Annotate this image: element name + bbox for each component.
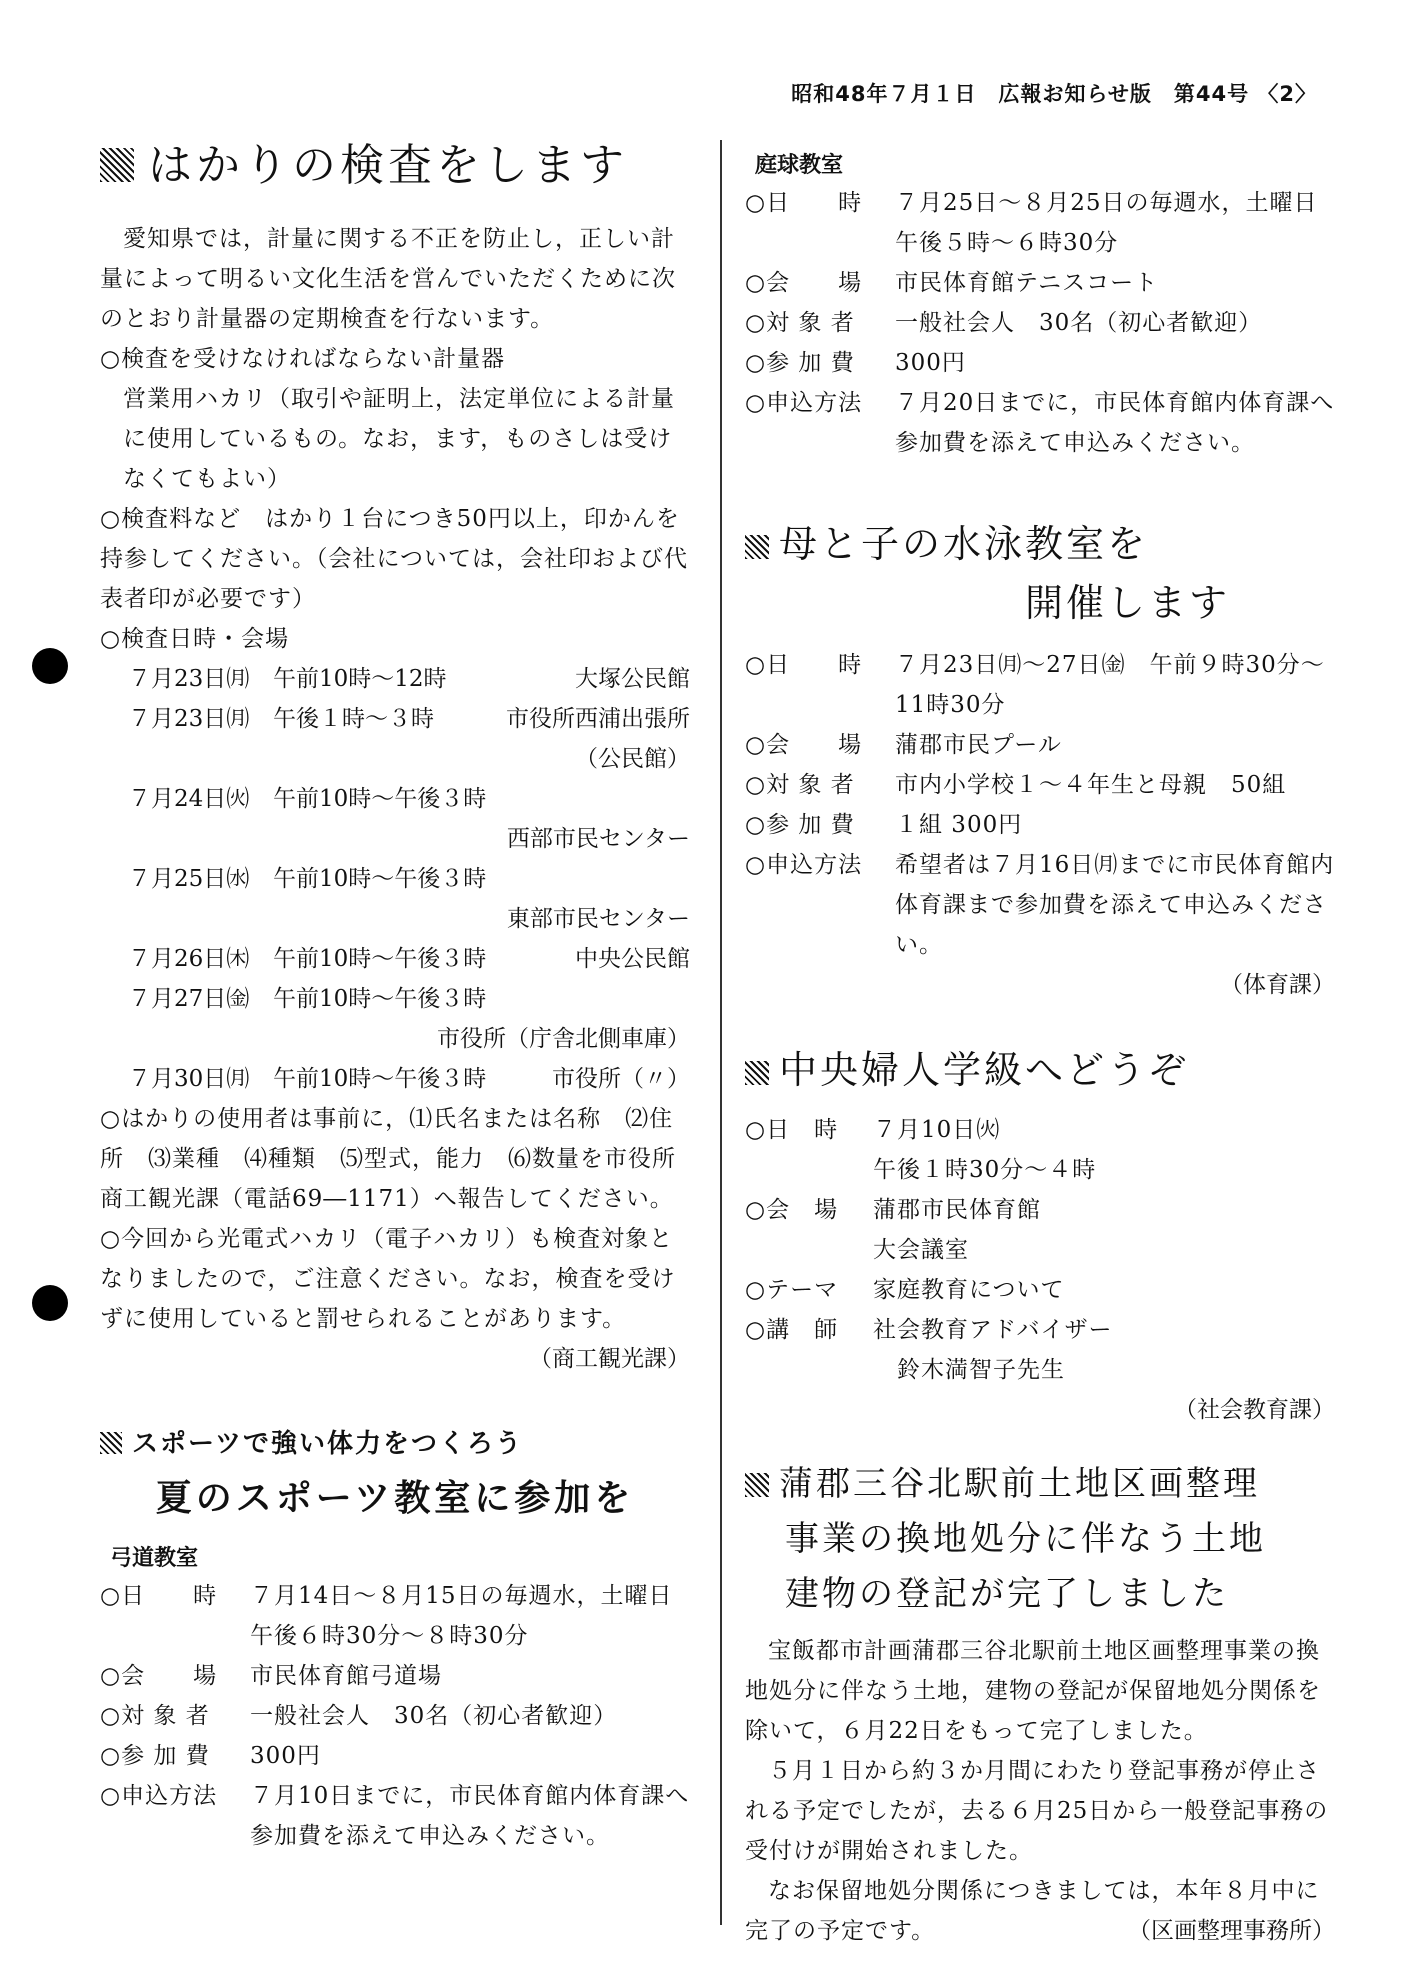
schedule-row [100, 779, 690, 819]
column-divider [720, 140, 722, 1925]
sports-title: 夏のスポーツ教室に参加を [155, 1477, 635, 1519]
schedule-time: 午前10時～12時 [273, 665, 447, 692]
schedule-date: ７月23日㈪ [128, 705, 250, 732]
detail-key: ○対 象 者 [745, 310, 855, 336]
schedule-time: 午前10時～午後３時 [273, 865, 487, 892]
hatch-icon [745, 1061, 769, 1085]
detail-row [100, 1576, 690, 1656]
detail-key: ○会 場 [745, 1197, 839, 1223]
swim-dept: （体育課） [1220, 972, 1335, 998]
schedule-time: 午前10時～午後３時 [273, 785, 487, 812]
sports-subtitle: スポーツで強い体力をつくろう [100, 1423, 690, 1460]
land-title-2: 事業の換地処分に伴なう土地 [785, 1519, 1266, 1559]
detail-key: ○申込方法 [745, 852, 863, 878]
schedule-date: ７月30日㈪ [128, 1065, 250, 1092]
schedule-place-2: 西部市民センター [506, 825, 690, 852]
scale-item1-head: ○検査を受けなければならない計量器 [100, 345, 506, 372]
detail-value: 希望者は７月16日㈪までに市民体育館内体育課まで参加費を添えて申込みください。 [895, 852, 1335, 958]
detail-value: 鈴木満智子先生 [873, 1357, 1065, 1383]
detail-row [100, 1656, 690, 1696]
detail-row [100, 1736, 690, 1776]
tennis-details [745, 183, 1335, 463]
punch-hole-1 [32, 648, 68, 684]
detail-key: ○会 場 [745, 270, 863, 296]
detail-row [745, 1270, 1335, 1310]
schedule-row [100, 979, 690, 1019]
land-title: 蒲郡三谷北駅前土地区画整理 [745, 1456, 1335, 1505]
swim-title-2: 開催します [1025, 581, 1231, 625]
detail-key: ○会 場 [745, 732, 863, 758]
detail-key: ○参 加 費 [745, 350, 855, 376]
detail-value: 300円 [895, 350, 966, 376]
kyudo-details [100, 1576, 690, 1856]
detail-key: ○対 象 者 [745, 772, 855, 798]
kyudo-name: 弓道教室 [110, 1545, 199, 1571]
women-details [745, 1110, 1335, 1390]
tennis-name: 庭球教室 [755, 153, 844, 178]
detail-key: ○申込方法 [100, 1782, 218, 1809]
inspection-schedule [100, 659, 690, 1099]
schedule-place-2: 市役所（庁舎北側車庫） [437, 1025, 690, 1052]
detail-key: ○日 時 [100, 1582, 218, 1609]
detail-value: 蒲郡市民体育館 [873, 1197, 1041, 1223]
detail-row [745, 645, 1335, 725]
detail-value: ７月23日㈪～27日㈮ 午前９時30分～11時30分 [895, 652, 1325, 718]
detail-row [745, 725, 1335, 765]
detail-key: ○申込方法 [745, 390, 863, 416]
detail-key [745, 1350, 873, 1390]
detail-row [100, 1776, 690, 1856]
detail-value: 一般社会人 30名（初心者歓迎） [250, 1702, 618, 1729]
scale-title: はかりの検査をします [100, 140, 690, 193]
schedule-place: 大塚公民館 [575, 665, 690, 692]
detail-row [745, 805, 1335, 845]
schedule-date: ７月26日㈭ [128, 945, 250, 972]
detail-key: ○対 象 者 [100, 1702, 210, 1729]
schedule-date: ７月27日㈮ [128, 985, 250, 1012]
land-title-3: 建物の登記が完了しました [785, 1574, 1229, 1614]
scale-item2: ○検査料など はかり１台につき50円以上，印かんを持参してください。（会社については，会社印および代表者印が必要です） [100, 505, 689, 612]
hatch-icon [100, 148, 134, 182]
detail-value: 市民体育館弓道場 [250, 1662, 442, 1689]
left-column [100, 140, 690, 1856]
detail-value: 一般社会人 30名（初心者歓迎） [895, 310, 1263, 336]
detail-key: ○日 時 [745, 190, 863, 216]
schedule-place-2: （公民館） [575, 745, 690, 772]
detail-row [745, 1190, 1335, 1230]
detail-value: 市内小学校１～４年生と母親 50組 [895, 772, 1287, 798]
schedule-row [100, 659, 690, 699]
detail-value: ７月10日までに，市民体育館内体育課へ参加費を添えて申込みください。 [250, 1782, 690, 1849]
detail-row [745, 303, 1335, 343]
land-p3: なお保留地処分関係につきましては，本年８月中に完了の予定です。 [745, 1878, 1320, 1944]
women-title: 中央婦人学級へどうぞ [745, 1039, 1335, 1094]
schedule-row [100, 1059, 690, 1099]
detail-value: 大会議室 [873, 1237, 969, 1263]
schedule-date: ７月23日㈪ [128, 665, 250, 692]
detail-key: ○参 加 費 [745, 812, 855, 838]
schedule-place: 中央公民館 [575, 945, 690, 972]
schedule-row [100, 699, 690, 739]
land-p1: 宝飯都市計画蒲郡三谷北駅前土地区画整理事業の換地処分に伴なう土地，建物の登記が保留地処分関係を除いて，６月22日をもって完了しました。 [745, 1638, 1321, 1744]
detail-row [745, 1230, 1335, 1270]
schedule-place [488, 859, 690, 899]
detail-row [745, 183, 1335, 263]
scale-item4: ○はかりの使用者は事前に，⑴氏名または名称 ⑵住所 ⑶業種 ⑷種類 ⑸型式，能力 ⑹数量を市役所商工観光課（電話69―1171）へ報告してください。 [100, 1105, 676, 1212]
schedule-date: ７月24日㈫ [128, 785, 250, 812]
detail-key: ○テーマ [745, 1277, 839, 1303]
hatch-icon [100, 1432, 122, 1454]
land-p2: ５月１日から約３か月間にわたり登記事務が停止される予定でしたが，去る６月25日から一般登記事務の受付けが開始されました。 [745, 1758, 1329, 1864]
detail-row [100, 1696, 690, 1736]
schedule-row [100, 859, 690, 899]
detail-value: 蒲郡市民プール [895, 732, 1062, 758]
punch-hole-2 [32, 1285, 68, 1321]
swim-details [745, 645, 1335, 965]
detail-value: 市民体育館テニスコート [895, 270, 1159, 296]
hatch-icon [745, 535, 769, 559]
detail-key: ○会 場 [100, 1662, 218, 1689]
detail-key: ○講 師 [745, 1317, 839, 1343]
scale-intro: 愛知県では，計量に関する不正を防止し，正しい計量によって明るい文化生活を営んでいただくために次のとおり計量器の定期検査を行ないます。 [100, 225, 676, 332]
schedule-time: 午後１時～３時 [273, 705, 434, 732]
schedule-place [488, 779, 690, 819]
scale-item3-head: ○検査日時・会場 [100, 625, 290, 652]
hatch-icon [745, 1473, 769, 1497]
detail-key: ○日 時 [745, 652, 863, 678]
page-header: 昭和48年７月１日 広報お知らせ版 第44号 〈2〉 [791, 82, 1317, 106]
detail-row [745, 845, 1335, 965]
schedule-row [100, 939, 690, 979]
detail-value: ７月14日～８月15日の毎週水，土曜日午後６時30分～８時30分 [250, 1582, 673, 1649]
detail-row [745, 1150, 1335, 1190]
schedule-place: 市役所西浦出張所 [506, 705, 690, 732]
detail-key: ○参 加 費 [100, 1742, 210, 1769]
schedule-place-2: 東部市民センター [506, 905, 690, 932]
schedule-time: 午前10時～午後３時 [273, 945, 487, 972]
detail-value: 午後１時30分～４時 [873, 1157, 1097, 1183]
detail-row [745, 1110, 1335, 1150]
detail-key [745, 1230, 873, 1270]
scale-item5: ○今回から光電式ハカリ（電子ハカリ）も検査対象となりましたので，ご注意ください。なお，検査を受けずに使用していると罰せられることがあります。 [100, 1225, 676, 1332]
detail-row [745, 1310, 1335, 1350]
schedule-time: 午前10時～午後３時 [273, 1065, 487, 1092]
detail-value: 300円 [250, 1742, 321, 1769]
schedule-place [488, 979, 690, 1019]
land-dept: （区画整理事務所） [1128, 1918, 1335, 1944]
detail-row [745, 765, 1335, 805]
detail-row [745, 343, 1335, 383]
scale-dept: （商工観光課） [529, 1345, 690, 1372]
detail-value: ７月10日㈫ [873, 1117, 1001, 1143]
detail-value: 社会教育アドバイザー [873, 1317, 1113, 1343]
detail-key [745, 1150, 873, 1190]
detail-row [745, 1350, 1335, 1390]
women-dept: （社会教育課） [1174, 1397, 1335, 1423]
detail-value: １組 300円 [895, 812, 1023, 838]
detail-key: ○日 時 [745, 1117, 839, 1143]
schedule-date: ７月25日㈬ [128, 865, 250, 892]
right-column [745, 140, 1335, 1951]
detail-value: ７月20日までに，市民体育館内体育課へ参加費を添えて申込みください。 [895, 390, 1335, 456]
swim-title: 母と子の水泳教室を [745, 513, 1335, 568]
schedule-time: 午前10時～午後３時 [273, 985, 487, 1012]
detail-row [745, 383, 1335, 463]
scale-item1-body: 営業用ハカリ（取引や証明上，法定単位による計量に使用しているもの。なお，ます，ものさしは受けなくてもよい） [123, 385, 675, 492]
detail-value: 家庭教育について [873, 1277, 1065, 1303]
detail-value: ７月25日～８月25日の毎週水，土曜日午後５時～６時30分 [895, 190, 1318, 256]
schedule-place: 市役所（〃） [552, 1065, 690, 1092]
detail-row [745, 263, 1335, 303]
